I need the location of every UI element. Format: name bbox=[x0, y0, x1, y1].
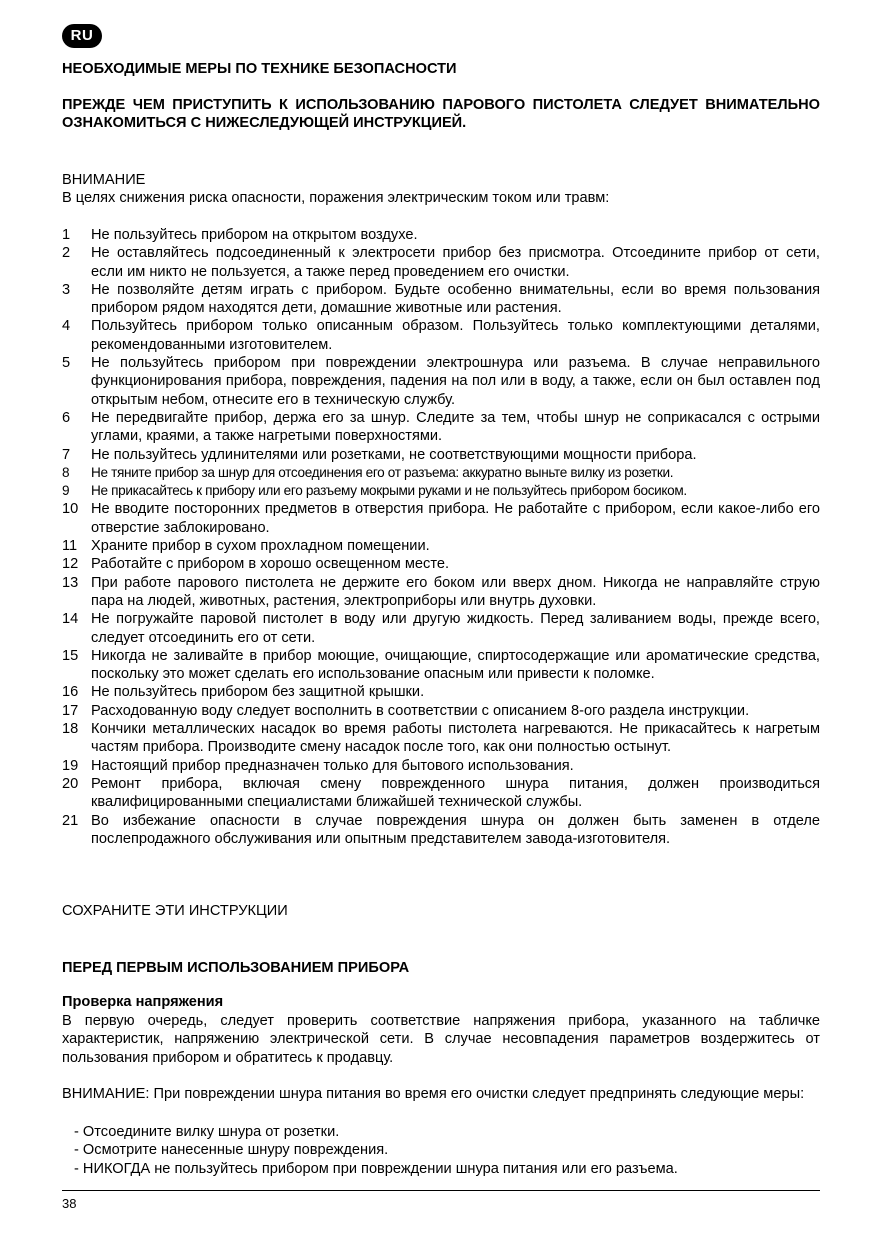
cord-warning-paragraph: ВНИМАНИЕ: При повреждении шнура питания во время его очистки следует предпринять следующие меры: bbox=[62, 1086, 805, 1102]
item-number: 4 bbox=[62, 318, 71, 335]
list-item bbox=[62, 281, 820, 318]
item-number: 8 bbox=[62, 464, 70, 480]
item-text: Кончики металлических насадок во время работы пистолета нагреваются. Не прикасайтесь к нагретым частям прибора. Производите смену насадок после того, как они полностью остынут. bbox=[91, 721, 820, 756]
item-text: Храните прибор в сухом прохладном помещении. bbox=[91, 538, 430, 555]
list-item bbox=[62, 354, 820, 409]
item-number: 1 bbox=[62, 227, 71, 243]
list-item bbox=[62, 574, 820, 611]
cord-steps-list bbox=[74, 1123, 678, 1178]
list-item bbox=[62, 647, 820, 684]
list-item bbox=[62, 775, 820, 812]
item-number: 9 bbox=[62, 483, 70, 499]
item-text: Не пользуйтесь прибором на открытом воздухе. bbox=[91, 227, 418, 243]
intro-text: В целях снижения риска опасности, поражения электрическим током или травм: bbox=[62, 190, 610, 206]
list-item bbox=[62, 683, 820, 701]
item-number: 17 bbox=[62, 702, 79, 719]
item-text: Не погружайте паровой пистолет в воду или другую жидкость. Перед заливанием воды, прежде всего, следует отсоединить его от сети. bbox=[91, 611, 820, 646]
item-text: Не тяните прибор за шнур для отсоединения его от разъема: аккуратно выньте вилку из розетки. bbox=[91, 464, 674, 480]
list-item bbox=[62, 555, 820, 573]
list-item bbox=[62, 702, 820, 720]
list-item: - Осмотрите нанесенные шнуру повреждения. bbox=[74, 1142, 389, 1159]
item-number: 12 bbox=[62, 556, 79, 573]
item-text: Никогда не заливайте в прибор моющие, очищающие, спиртосодержащие или ароматические средства, поскольку это может сделать его использование опасным или привести к поломке. bbox=[91, 647, 820, 683]
item-text: Работайте с прибором в хорошо освещенном месте. bbox=[91, 556, 450, 573]
list-item bbox=[62, 720, 820, 757]
item-text: При работе парового пистолета не держите его боком или вверх дном. Никогда не направляйте струю пара на людей, животных, растения, электроприборы или внутрь духовки. bbox=[91, 574, 820, 609]
item-number: 10 bbox=[62, 501, 79, 518]
voltage-paragraph: В первую очередь, следует проверить соответствие напряжения прибора, указанного на табличке характеристик, напряжению электрической сети. В случае несовпадения параметров воздержитесь от пользования прибором и обратитесь к продавцу. bbox=[62, 1013, 820, 1066]
item-number: 7 bbox=[62, 446, 71, 463]
save-instructions: СОХРАНИТЕ ЭТИ ИНСТРУКЦИИ bbox=[62, 903, 288, 919]
list-item bbox=[62, 537, 820, 555]
list-item bbox=[62, 757, 820, 775]
list-item: - НИКОГДА не пользуйтесь прибором при повреждении шнура питания или его разъема. bbox=[74, 1160, 678, 1177]
page-number: 38 bbox=[62, 1196, 77, 1211]
footer-divider bbox=[62, 1190, 820, 1191]
item-text: Ремонт прибора, включая смену поврежденного шнура питания, должен производиться квалифицированными специалистами ближайшей технической службы. bbox=[91, 775, 820, 811]
item-number: 20 bbox=[62, 775, 79, 792]
item-number: 5 bbox=[62, 355, 71, 372]
item-text: Не оставляйтесь подсоединенный к электросети прибор без присмотра. Отсоедините прибор от сети, если им никто не пользуется, а также перед проведением его очистки. bbox=[91, 245, 820, 280]
list-item bbox=[62, 500, 820, 537]
language-badge: RU bbox=[62, 24, 102, 48]
item-number: 6 bbox=[62, 409, 71, 426]
item-text: Не позволяйте детям играть с прибором. Будьте особенно внимательны, если во время пользования прибором рядом находятся дети, домашние животные или растения. bbox=[91, 281, 820, 317]
item-text: Расходованную воду следует восполнить в соответствии с описанием 8-ого раздела инструкции. bbox=[91, 702, 750, 719]
item-text: Не пользуйтесь прибором при повреждении электрошнура или разъема. В случае неправильного функционирования прибора, повреждения, падения на пол или в воду, а также, если он был оставлен под открытым небом, отнесите его в техническую службу. bbox=[91, 355, 820, 408]
item-number: 16 bbox=[62, 684, 79, 701]
item-number: 11 bbox=[62, 538, 78, 555]
item-text: Пользуйтесь прибором только описанным образом. Пользуйтесь только комплектующими деталями, рекомендованными изготовителем. bbox=[91, 318, 820, 353]
list-item bbox=[62, 409, 820, 446]
item-number: 13 bbox=[62, 574, 79, 591]
item-number: 19 bbox=[62, 757, 79, 774]
list-item bbox=[62, 610, 820, 647]
list-item bbox=[62, 317, 820, 354]
item-number: 21 bbox=[62, 812, 79, 829]
item-number: 2 bbox=[62, 245, 71, 262]
section-title-safety: НЕОБХОДИМЫЕ МЕРЫ ПО ТЕХНИКЕ БЕЗОПАСНОСТИ bbox=[62, 61, 457, 77]
attention-label: ВНИМАНИЕ bbox=[62, 172, 146, 188]
item-number: 15 bbox=[62, 647, 79, 664]
read-first-warning: ПРЕЖДЕ ЧЕМ ПРИСТУПИТЬ К ИСПОЛЬЗОВАНИЮ ПАРОВОГО ПИСТОЛЕТА СЛЕДУЕТ ВНИМАТЕЛЬНО ОЗНАКОМИТЬСЯ С НИЖЕСЛЕДУЮЩЕЙ ИНСТРУКЦИЕЙ. bbox=[62, 97, 820, 131]
list-item: - Отсоедините вилку шнура от розетки. bbox=[74, 1124, 340, 1140]
list-item bbox=[62, 482, 820, 500]
section-title-first-use: ПЕРЕД ПЕРВЫМ ИСПОЛЬЗОВАНИЕМ ПРИБОРА bbox=[62, 960, 410, 976]
list-item bbox=[62, 464, 820, 482]
list-item bbox=[62, 446, 820, 464]
item-number: 3 bbox=[62, 281, 71, 298]
item-text: Не вводите посторонних предметов в отверстия прибора. Не работайте с прибором, если какое-либо его отверстие заблокировано. bbox=[91, 501, 820, 536]
item-text: Не передвигайте прибор, держа его за шнур. Следите за тем, чтобы шнур не соприкасался с острыми углами, краями, а также нагретыми поверхностями. bbox=[91, 409, 820, 445]
list-item bbox=[62, 244, 820, 281]
item-number: 14 bbox=[62, 611, 79, 628]
item-text: Не пользуйтесь удлинителями или розетками, не соответствующими мощности прибора. bbox=[91, 446, 697, 463]
list-item bbox=[62, 226, 820, 244]
item-text: Не прикасайтесь к прибору или его разъему мокрыми руками и не пользуйтесь прибором босиком. bbox=[91, 483, 687, 499]
list-item bbox=[62, 812, 820, 849]
item-text: Настоящий прибор предназначен только для бытового использования. bbox=[91, 757, 574, 774]
item-text: Не пользуйтесь прибором без защитной крышки. bbox=[91, 684, 425, 701]
safety-rules-list bbox=[62, 226, 820, 848]
item-text: Во избежание опасности в случае повреждения шнура он должен быть заменен в отделе послепродажного обслуживания или опытным представителем завода-изготовителя. bbox=[91, 812, 820, 847]
item-number: 18 bbox=[62, 721, 79, 738]
subheading-voltage-check: Проверка напряжения bbox=[62, 994, 224, 1010]
